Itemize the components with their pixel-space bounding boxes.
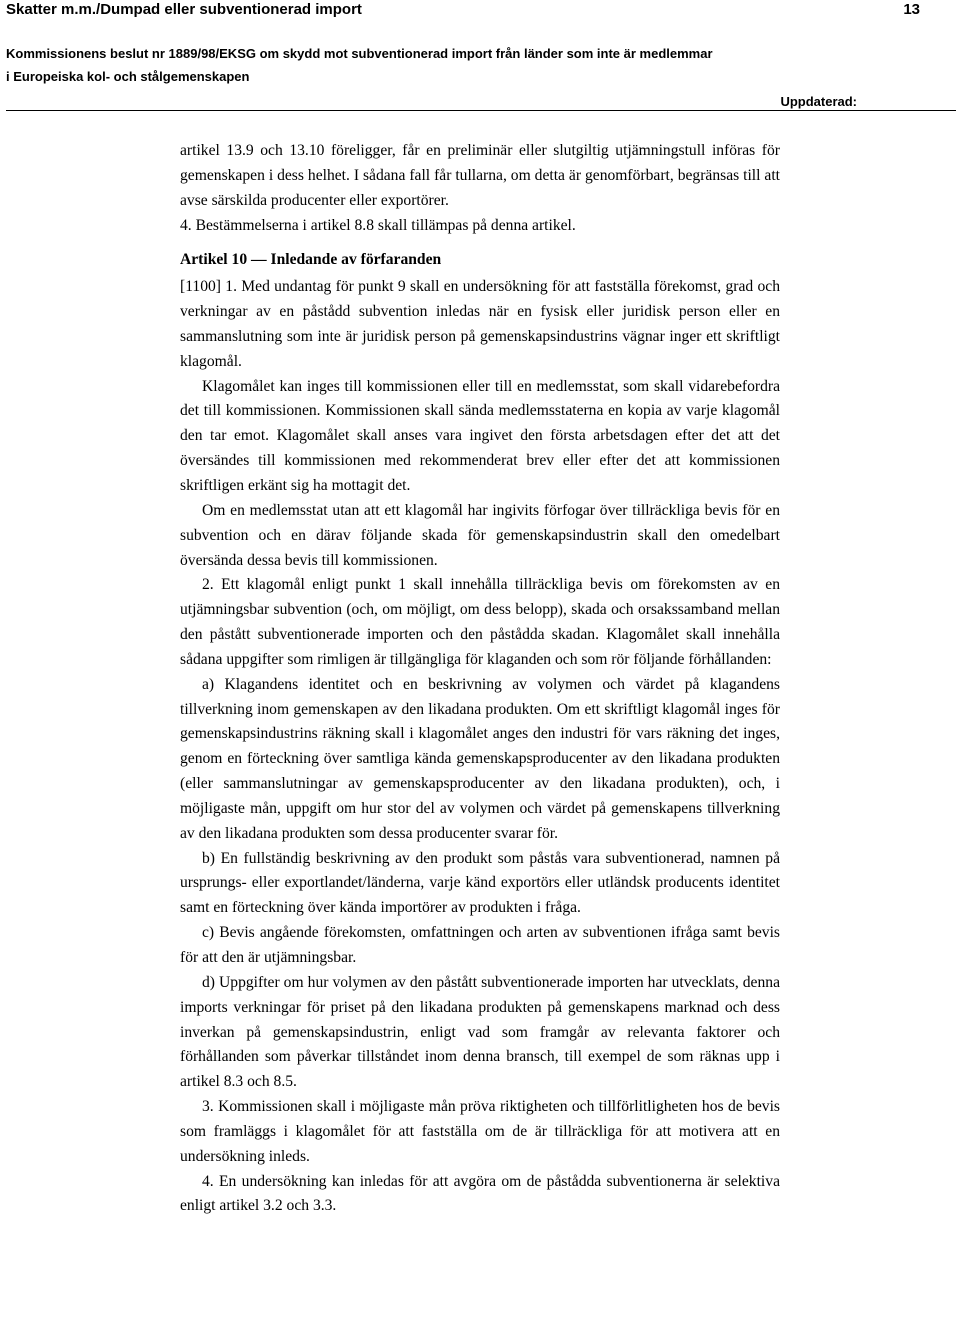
document-body: [180, 139, 780, 1219]
paragraph: a) Klagandens identitet och en beskrivning av volymen och värdet på klagandens tillverkning inom gemenskapen av den likadana produkten. Om ett skriftligt klagomål inges för gemenskapsindustrins räkning skall i klagomålet anges den industri för vars räkning det inges, genom en förteckning över samtliga kända gemenskapsproducenter av den likadana produkten (eller sammanslutningar av gemenskapsproducenter av den likadana produkten), och, i möjligaste mån, uppgift om hur stor del av volymen och värdet på gemenskapens tillverkning av den likadana produkten som dessa producenter svarar för.: [180, 675, 780, 842]
updated-label: Uppdaterad:: [780, 94, 857, 109]
paragraph: 4. En undersökning kan inledas för att avgöra om de påstådda subventionerna är selektiva enligt artikel 3.2 och 3.3.: [180, 1172, 780, 1215]
document-subtitle-line2: i Europeiska kol- och stålgemenskapen: [6, 69, 250, 84]
paragraph: d) Uppgifter om hur volymen av den påstått subventionerade importen har utvecklats, denna imports verkningar för priset på den likadana produkten på gemenskapens marknad och dess inverkan på gemenskapsindustrin, enligt vad som framgår av relevanta faktorer och förhållanden som påverkar tillståndet inom denna bransch, till exempel de som räknas upp i artikel 8.3 och 8.5.: [180, 973, 780, 1091]
document-title: Skatter m.m./Dumpad eller subventionerad import: [6, 1, 362, 18]
paragraph: 2. Ett klagomål enligt punkt 1 skall innehålla tillräckliga bevis om förekomsten av en utjämningsbar subvention (och, om möjligt, om dess belopp), skada och orsakssamband mellan den påstått subventionerade importen och den påstådda skadan. Klagomålet skall innehålla sådana uppgifter som rimligen är tillgängliga för klaganden och som rör följande förhållanden:: [180, 576, 780, 668]
paragraph: b) En fullständig beskrivning av den produkt som påstås vara subventionerad, namnen på ursprungs- eller exportlandet/länderna, varje känd exportörs eller utländsk producents identitet samt en förteckning över kända importörer av produkten i fråga.: [180, 849, 780, 917]
article-heading: Artikel 10 — Inledande av förfaranden: [180, 251, 442, 269]
paragraph: [1100] 1. Med undantag för punkt 9 skall en undersökning för att fastställa förekomst, grad och verkningar av en påstådd subvention inledas när en fysisk eller juridisk person eller en sammanslutning som inte är juridisk person på gemenskapsindustrins vägnar inger ett skriftligt klagomål.: [180, 278, 780, 370]
paragraph: artikel 13.9 och 13.10 föreligger, får en preliminär eller slutgiltig utjämningstull införas för gemenskapen i dess helhet. I sådana fall får tullarna, om detta är genomförbart, begränsas till att avse särskilda producenter eller exportörer.: [180, 142, 780, 209]
page-header: [0, 0, 960, 112]
paragraph: Klagomålet kan inges till kommissionen eller till en medlemsstat, som skall vidarebefordra det till kommissionen. Kommissionen skall sända medlemsstaterna en kopia av varje klagomål den tar emot. Klagomålet skall anses vara ingivet den första arbetsdagen efter det att det översändes till kommissionen med rekommenderat brev eller efter det att kommissionen skriftligen erkänt sig ha mottagit det.: [180, 377, 780, 494]
paragraph: c) Bevis angående förekomsten, omfattningen och arten av subventionen ifråga samt bevis för att den är utjämningsbar.: [180, 924, 780, 966]
paragraph: 3. Kommissionen skall i möjligaste mån pröva riktigheten och tillförlitligheten hos de bevis som framläggs i klagomålet för att fastställa om de är tillräckliga för att motivera att en undersökning inleds.: [180, 1098, 780, 1165]
page-number: 13: [903, 1, 920, 18]
document-subtitle-line1: Kommissionens beslut nr 1889/98/EKSG om skydd mot subventionerad import från länder som inte är medlemmar: [6, 46, 713, 61]
paragraph: 4. Bestämmelserna i artikel 8.8 skall tillämpas på denna artikel.: [180, 216, 576, 234]
header-divider: [6, 110, 956, 111]
paragraph: Om en medlemsstat utan att ett klagomål har ingivits förfogar över tillräckliga bevis för en subvention och en därav följande skada för gemenskapsindustrin skall den omedelbart översända dessa bevis till kommissionen.: [180, 501, 780, 569]
